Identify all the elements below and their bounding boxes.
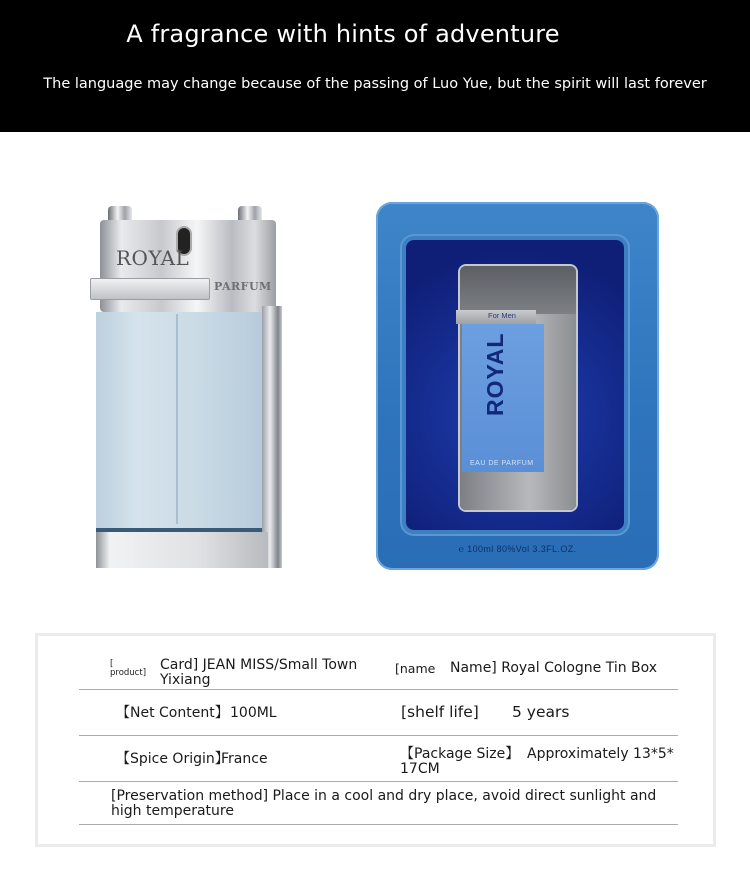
package-size-value-line2: 17CM [400, 761, 440, 777]
mini-bottle-brand-text: ROYAL [482, 332, 508, 416]
for-men-label: For Men [488, 311, 516, 320]
bottle-side-frame [262, 306, 282, 568]
mini-bottle-head [460, 266, 576, 314]
net-content-value: 100ML [230, 705, 277, 721]
row-divider [79, 781, 678, 782]
brand-value-line2: Yixiang [160, 672, 211, 688]
header-banner [0, 0, 750, 132]
preservation-line2: high temperature [111, 803, 234, 819]
net-content-label: 【Net Content】 [116, 705, 229, 721]
bottle-glass [96, 312, 262, 532]
bottle-band [90, 278, 210, 300]
brand-value-line1: Card] JEAN MISS/Small Town [160, 657, 358, 673]
perfume-bottle-image [96, 206, 284, 570]
banner-title: A fragrance with hints of adventure [126, 20, 560, 48]
product-info-box [35, 633, 716, 847]
spice-origin-value: France [221, 751, 268, 767]
row-divider [79, 824, 678, 825]
eau-de-parfum-label: EAU DE PARFUM [470, 460, 534, 467]
name-label: [name [395, 661, 436, 676]
bottle-brand-text: ROYAL [116, 246, 190, 270]
mini-bottle [460, 266, 576, 510]
package-size-label: 【Package Size】 [400, 746, 520, 762]
package-size-value-line1: Approximately 13*5* [527, 746, 674, 762]
brand-label-prefix: [ [110, 659, 114, 669]
bottle-base [96, 532, 268, 568]
brand-label-suffix: product] [110, 668, 147, 678]
row-divider [79, 735, 678, 736]
banner-subtitle: The language may change because of the passing of Luo Yue, but the spirit will last forever [43, 76, 707, 92]
spice-origin-label: 【Spice Origin】 [116, 751, 229, 767]
row-divider [79, 689, 678, 690]
bottle-tube [176, 314, 178, 524]
tin-box-image [376, 202, 659, 570]
preservation-line1: [Preservation method] Place in a cool and dry place, avoid direct sunlight and [111, 788, 657, 804]
tin-spec-text: ℮ 100ml 80%Vol 3.3FL.OZ. [458, 544, 577, 554]
shelf-life-label: [shelf life] [401, 703, 479, 721]
shelf-life-value: 5 years [512, 703, 570, 721]
name-value: Name] Royal Cologne Tin Box [450, 660, 658, 676]
bottle-side-text: PARFUM [214, 280, 272, 293]
